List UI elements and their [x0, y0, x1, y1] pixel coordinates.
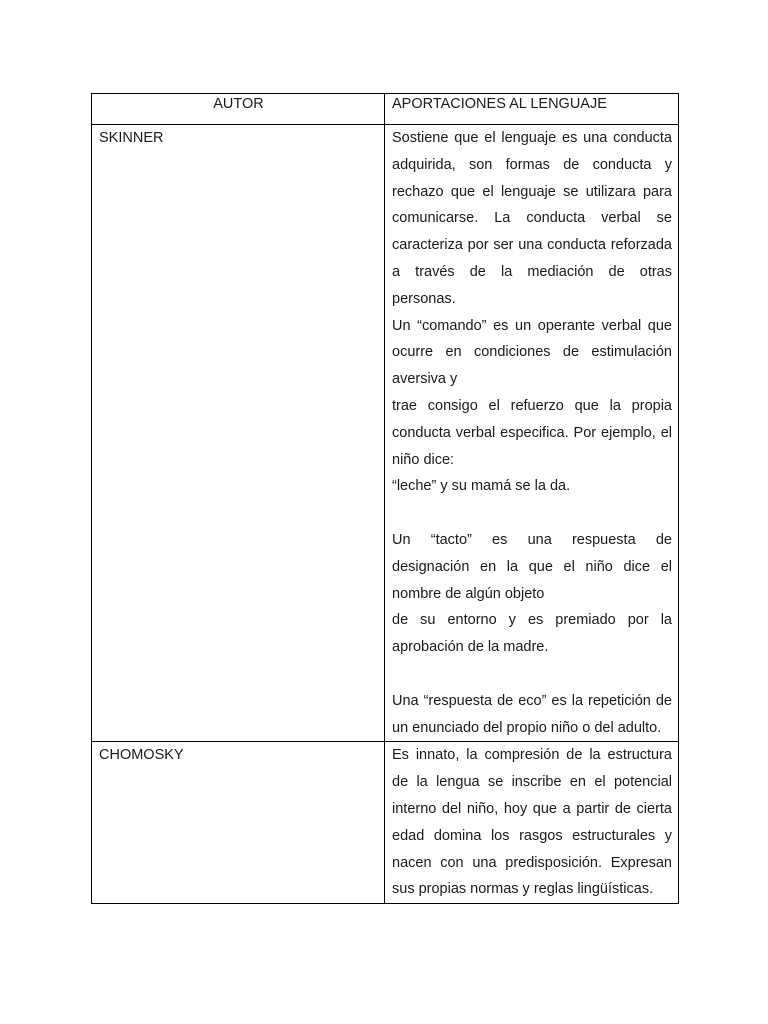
table-row-chomosky — [92, 742, 679, 904]
paragraph: Es innato, la compresión de la estructura de la lengua se inscribe en el potencial interno del niño, hoy que a partir de cierta edad domina los rasgos estructurales y nacen con una predisposición. Expresan sus propias normas y reglas lingüísticas. — [392, 747, 672, 898]
paragraph: trae consigo el refuerzo que la propia conducta verbal especifica. Por ejemplo, el niño dice: — [392, 397, 672, 468]
paragraph: “leche” y su mamá se la da. — [392, 478, 571, 495]
header-contributions: APORTACIONES AL LENGUAJE — [385, 94, 679, 125]
contributions-cell — [385, 125, 679, 742]
paragraph: Una “respuesta de eco” es la repetición de un enunciado del propio niño o del adulto. — [392, 692, 672, 736]
paragraph: Sostiene que el lenguaje es una conducta adquirida, son formas de conducta y rechazo que el lenguaje se utilizara para comunicarse. La conducta verbal se caracteriza por ser una conducta reforzada a través de la mediación de otras personas. — [392, 130, 672, 307]
blank-line — [392, 500, 672, 527]
authors-contributions-table — [91, 93, 679, 904]
blank-line — [392, 661, 672, 688]
author-cell: CHOMOSKY — [92, 742, 385, 904]
contributions-cell — [385, 742, 679, 904]
table-header-row — [92, 94, 679, 125]
table-row-skinner — [92, 125, 679, 742]
header-author: AUTOR — [92, 94, 385, 125]
author-cell: SKINNER — [92, 125, 385, 742]
paragraph: de su entorno y es premiado por la aprobación de la madre. — [392, 612, 672, 656]
paragraph: Un “tacto” es una respuesta de designación en la que el niño dice el nombre de algún objeto — [392, 531, 672, 602]
paragraph: Un “comando” es un operante verbal que ocurre en condiciones de estimulación aversiva y — [392, 317, 672, 388]
